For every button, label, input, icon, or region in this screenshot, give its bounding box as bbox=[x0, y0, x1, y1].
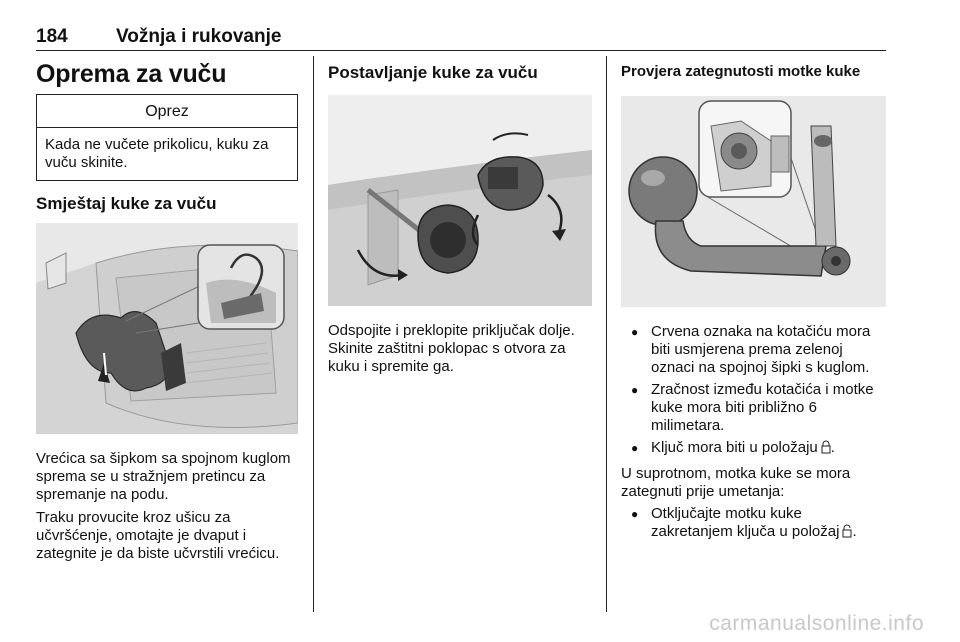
running-title: Vožnja i rukovanje bbox=[116, 26, 282, 47]
list-item: ● Otključajte motku kuke zakretanjem ključa u položaj . bbox=[621, 505, 886, 543]
caution-box bbox=[36, 94, 298, 181]
trunk-storage-illustration bbox=[36, 223, 298, 434]
watermark: carmanualsonline.info bbox=[709, 612, 924, 635]
column-divider bbox=[313, 56, 314, 612]
list-item: ● Crvena oznaka na kotačiću mora biti usmjerena prema zelenoj oznaci na spojnoj šipki s kuglom. bbox=[621, 323, 886, 377]
column-divider bbox=[606, 56, 607, 612]
list-item: ● Ključ mora biti u položaju . bbox=[621, 439, 886, 459]
para-otherwise: U suprotnom, motka kuke se mora zategnuti prije umetanja: bbox=[621, 465, 851, 500]
unlock-list bbox=[621, 505, 886, 543]
list-item: ● Zračnost između kotačića i motke kuke mora biti približno 6 milimetara. bbox=[621, 381, 886, 435]
tow-bar-illustration bbox=[621, 96, 886, 307]
figure-trunk-storage bbox=[36, 223, 298, 434]
subheading-storage: Smještaj kuke za vuču bbox=[36, 194, 217, 213]
subheading-check: Provjera zategnutosti motke kuke bbox=[621, 63, 861, 80]
section-title: Oprema za vuču bbox=[36, 60, 227, 88]
padlock-open-icon bbox=[842, 524, 852, 543]
para-strap: Traku provucite kroz ušicu za učvršćenje, omotajte je dvaput i zategnite je da biste učvrstili vrećicu. bbox=[36, 509, 280, 562]
padlock-closed-icon bbox=[821, 440, 831, 459]
figure-tow-bar bbox=[621, 96, 886, 307]
page-header bbox=[36, 26, 886, 51]
page-number: 184 bbox=[36, 26, 68, 47]
subheading-install: Postavljanje kuke za vuču bbox=[328, 63, 538, 82]
check-list bbox=[621, 323, 886, 459]
caution-text: Kada ne vučete prikolicu, kuku za vuču skinite. bbox=[45, 136, 269, 171]
socket-cover-illustration bbox=[328, 95, 592, 306]
caution-title: Oprez bbox=[37, 95, 297, 128]
figure-socket-cover bbox=[328, 95, 592, 306]
para-install: Odspojite i preklopite priključak dolje. Skinite zaštitni poklopac s otvora za kuku i spremite ga. bbox=[328, 322, 575, 375]
column-right bbox=[621, 58, 886, 547]
column-middle bbox=[328, 58, 592, 376]
column-left bbox=[36, 58, 298, 563]
para-storage: Vrećica sa šipkom sa spojnom kuglom sprema se u stražnjem pretincu za spremanje na podu. bbox=[36, 450, 291, 503]
